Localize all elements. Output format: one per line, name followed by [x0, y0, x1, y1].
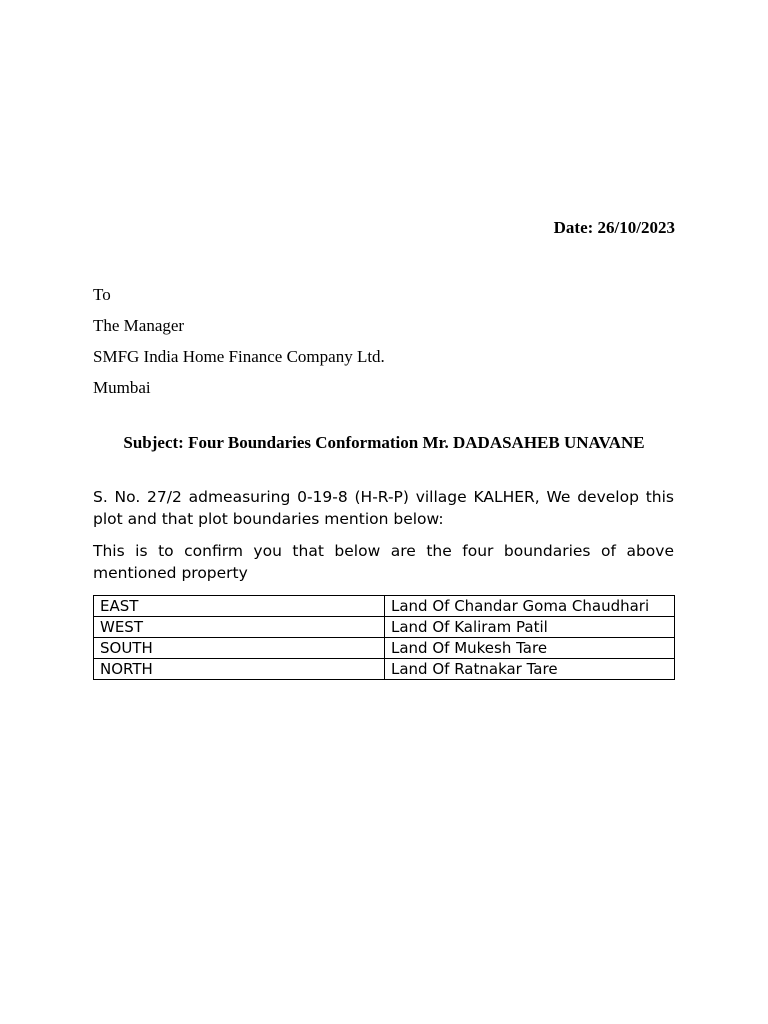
table-row	[94, 638, 675, 659]
recipient-address	[93, 279, 385, 403]
letter-date: Date: 26/10/2023	[553, 218, 675, 237]
recipient-title: The Manager	[93, 316, 185, 335]
body-paragraph-confirmation: This is to confirm you that below are the four boundaries of above mentioned property	[93, 542, 674, 582]
boundaries-table	[93, 595, 675, 680]
boundary-description-cell: Land Of Ratnakar Tare	[385, 659, 675, 680]
recipient-company: SMFG India Home Finance Company Ltd.	[93, 347, 385, 366]
boundary-direction-cell: NORTH	[94, 659, 385, 680]
body-paragraph-property: S. No. 27/2 admeasuring 0-19-8 (H-R-P) village KALHER, We develop this plot and that plot boundaries mention below:	[93, 488, 674, 528]
recipient-to: To	[93, 285, 111, 304]
table-row	[94, 596, 675, 617]
boundary-description-cell: Land Of Chandar Goma Chaudhari	[385, 596, 675, 617]
boundary-description-cell: Land Of Kaliram Patil	[385, 617, 675, 638]
boundary-description-cell: Land Of Mukesh Tare	[385, 638, 675, 659]
table-row	[94, 659, 675, 680]
table-row	[94, 617, 675, 638]
letter-subject: Subject: Four Boundaries Conformation Mr. DADASAHEB UNAVANE	[123, 433, 645, 452]
boundary-direction-cell: EAST	[94, 596, 385, 617]
recipient-city: Mumbai	[93, 378, 151, 397]
boundary-direction-cell: WEST	[94, 617, 385, 638]
boundary-direction-cell: SOUTH	[94, 638, 385, 659]
